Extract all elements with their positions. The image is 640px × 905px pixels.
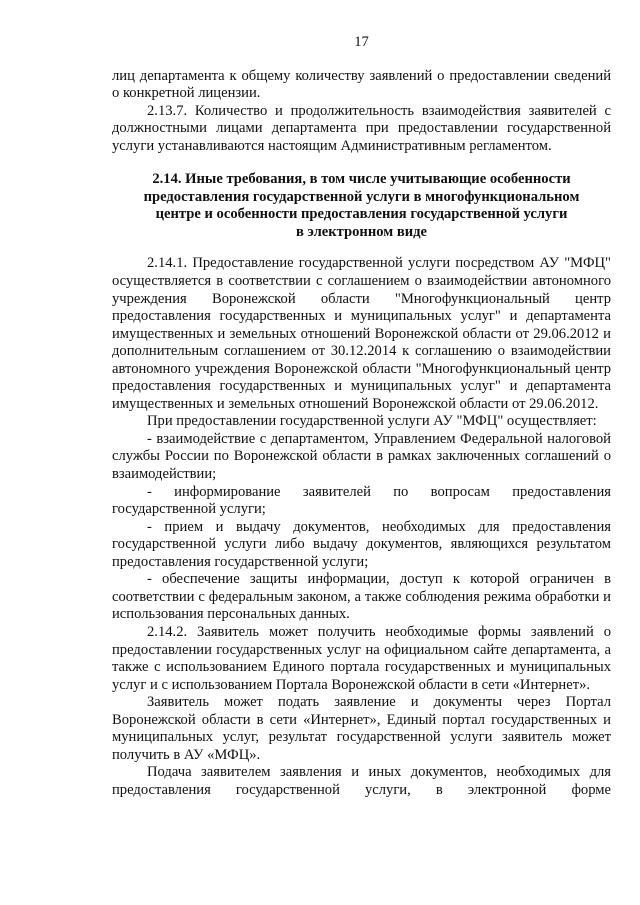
heading-line: предоставления государственной услуги в многофункциональном: [143, 188, 580, 205]
list-item-documents: - прием и выдачу документов, необходимых для предоставления государственной услуги либо выдачу документов, являющихся результатом предоставления государственной услуги;: [112, 518, 611, 570]
paragraph-2-14-1: 2.14.1. Предоставление государственной услуги посредством АУ "МФЦ" осуществляется в соответствии с соглашением о взаимодействии автономного учреждения Воронежской области "Многофункциональный центр предоставления государственных и муниципальных услуг" и департамента имущественных и земельных отношений Воронежской области от 29.06.2012 и дополнительным соглашением от 30.12.2014 к соглашению о взаимодействии автономного учреждения Воронежской области "Многофункциональный центр предоставления государственных и муниципальных услуг" и департамента имущественных и земельных отношений Воронежской области от 29.06.2012.: [112, 255, 611, 412]
paragraph-portal-submission: Заявитель может подать заявление и документы через Портал Воронежской области в сети «Интернет», Единый портал государственных и муниципальных услуг, результат государственной услуги заявитель может получить в АУ «МФЦ».: [112, 694, 611, 763]
paragraph-2-13-7: 2.13.7. Количество и продолжительность взаимодействия заявителей с должностными лицами департамента при предоставлении государственной услуги устанавливаются настоящим Административным регламентом.: [112, 102, 611, 154]
paragraph-mfc-functions-intro: При предоставлении государственной услуги АУ "МФЦ" осуществляет:: [147, 413, 597, 430]
list-item-informing: - информирование заявителей по вопросам предоставления государственной услуги;: [112, 483, 611, 518]
list-item-data-protection: - обеспечение защиты информации, доступ к которой ограничен в соответствии с федеральным законом, а также соблюдения режима обработки и использования персональных данных.: [112, 571, 611, 623]
heading-line: 2.14. Иные требования, в том числе учитывающие особенности: [152, 171, 571, 188]
document-page: [112, 34, 611, 799]
paragraph-electronic-submission: Подача заявителем заявления и иных документов, необходимых для предоставления государственной услуги, в электронной форме: [112, 764, 611, 798]
section-heading-2-14: [112, 171, 611, 241]
page-number: 17: [354, 34, 369, 50]
heading-line: в электронном виде: [296, 223, 427, 240]
paragraph-2-14-2: 2.14.2. Заявитель может получить необходимые формы заявлений о предоставлении государственных услуг на официальном сайте департамента, а также с использованием Единого портала государственных и муниципальных услуг и с использованием Портала Воронежской области в сети «Интернет».: [112, 623, 611, 693]
list-item-interaction: - взаимодействие с департаментом, Управлением Федеральной налоговой службы России по Воронежской области в рамках заключенных соглашений о взаимодействии;: [112, 430, 611, 483]
heading-line: центре и особенности предоставления государственной услуги: [155, 206, 568, 223]
paragraph-continuation: лиц департамента к общему количеству заявлений о предоставлении сведений о конкретной лицензии.: [112, 67, 611, 102]
